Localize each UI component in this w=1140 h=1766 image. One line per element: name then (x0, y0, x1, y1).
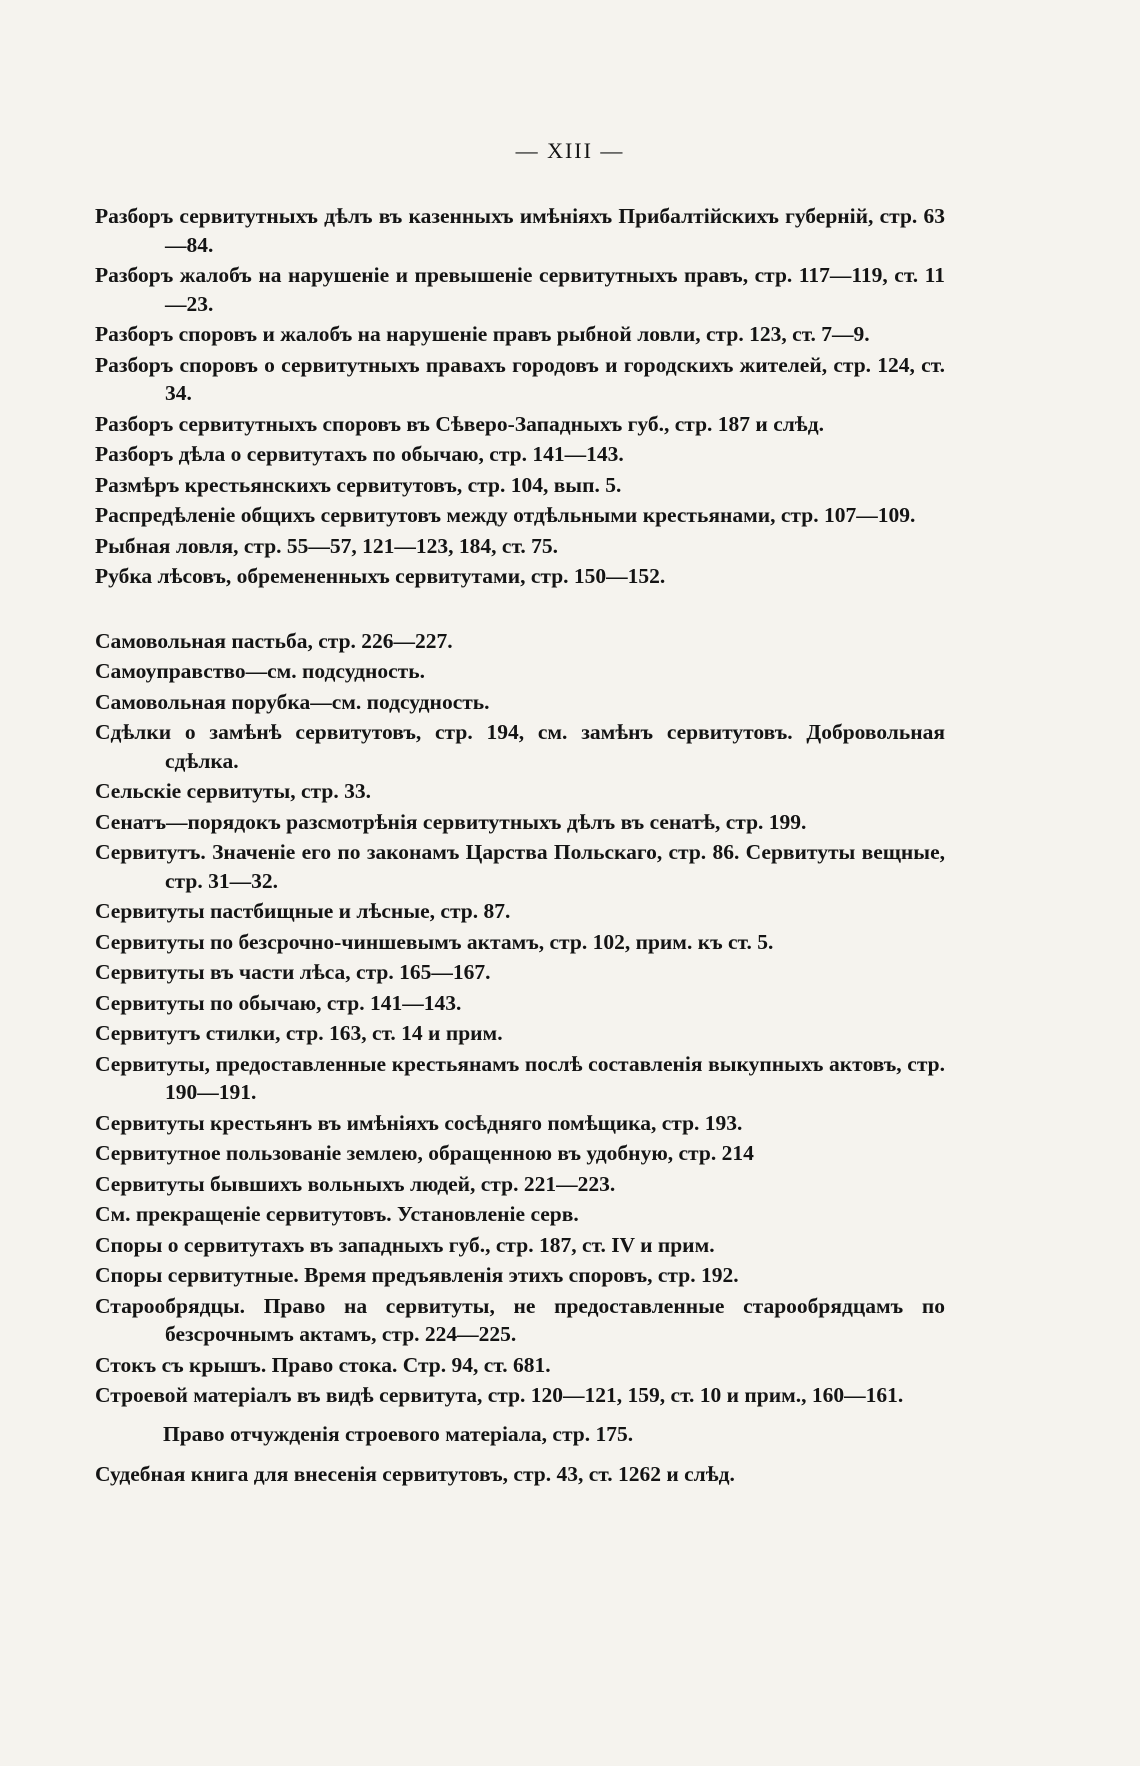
index-entry: Рубка лѣсовъ, обремененныхъ сервитутами, стр. 150—152. (95, 564, 666, 588)
index-entry: Разборъ дѣла о сервитутахъ по обычаю, стр. 141—143. (95, 442, 624, 466)
index-entry: Распредѣленіе общихъ сервитутовъ между отдѣльными крестьянами, стр. 107—109. (95, 503, 916, 527)
index-entry: Сервитуты крестьянъ въ имѣніяхъ сосѣдняго помѣщика, стр. 193. (95, 1110, 743, 1135)
index-entry: Разборъ споровъ о сервитутныхъ правахъ городовъ и городскихъ жителей, стр. 124, ст. 34. (95, 352, 945, 405)
index-entry: Разборъ жалобъ на нарушеніе и превышеніе сервитутныхъ правъ, стр. 117—119, ст. 11—23. (95, 263, 945, 316)
index-entry: Сервитуты бывшихъ вольныхъ людей, стр. 221—223. (95, 1171, 616, 1196)
index-entry: См. прекращеніе сервитутовъ. Установленіе серв. (95, 1202, 579, 1226)
index-entry: Строевой матеріалъ въ видѣ сервитута, стр. 120—121, 159, ст. 10 и прим., 160—161. (95, 1383, 904, 1407)
index-entry: Разборъ споровъ и жалобъ на нарушеніе правъ рыбной ловли, стр. 123, ст. 7—9. (95, 322, 870, 346)
index-entry: Сервитуты пастбищные и лѣсные, стр. 87. (95, 899, 511, 923)
index-entry: Самовольная порубка—см. подсудность. (95, 689, 490, 714)
index-entry: Сервитуты по обычаю, стр. 141—143. (95, 990, 462, 1015)
index-entry: Сервитутъ. Значеніе его по законамъ Царства Польскаго, стр. 86. Сервитуты вещные, стр. 31—32. (95, 840, 945, 893)
index-entry: Разборъ сервитутныхъ дѣлъ въ казенныхъ имѣніяхъ Прибалтійскихъ губерній, стр. 63—84. (95, 204, 945, 257)
section-gap (95, 593, 945, 627)
index-entry: Сервитуты въ части лѣса, стр. 165—167. (95, 960, 491, 984)
index-list (95, 202, 945, 1491)
index-entry: Сельскіе сервитуты, стр. 33. (95, 779, 371, 803)
index-entry: Разборъ сервитутныхъ споровъ въ Сѣверо-Западныхъ губ., стр. 187 и слѣд. (95, 411, 824, 436)
index-entry: Самовольная пастьба, стр. 226—227. (95, 628, 453, 653)
index-entry: Споры о сервитутахъ въ западныхъ губ., стр. 187, ст. IV и прим. (95, 1232, 715, 1257)
index-entry: Размѣръ крестьянскихъ сервитутовъ, стр. 104, вып. 5. (95, 472, 622, 497)
index-entry: Стокъ съ крышъ. Право стока. Стр. 94, ст. 681. (95, 1352, 551, 1377)
index-entry: Сдѣлки о замѣнѣ сервитутовъ, стр. 194, см. замѣнъ сервитутовъ. Добровольная сдѣлка. (95, 720, 945, 773)
index-entry: Сенатъ—порядокъ разсмотрѣнія сервитутныхъ дѣлъ въ сенатѣ, стр. 199. (95, 809, 807, 834)
index-entry: Судебная книга для внесенія сервитутовъ, стр. 43, ст. 1262 и слѣд. (95, 1462, 735, 1486)
index-entry: Сервитуты, предоставленные крестьянамъ послѣ составленія выкупныхъ актовъ, стр. 190—191. (95, 1051, 945, 1104)
index-entry: Самоуправство—см. подсудность. (95, 659, 425, 683)
page-number: — XIII — (515, 138, 625, 163)
index-entry: Старообрядцы. Право на сервитуты, не предоставленные старообрядцамъ по безсрочнымъ актамъ, стр. 224—225. (95, 1293, 945, 1346)
index-entry: Споры сервитутные. Время предъявленія этихъ споровъ, стр. 192. (95, 1263, 739, 1287)
sub-paragraph: Право отчужденія строевого матеріала, стр. 175. (163, 1421, 634, 1446)
index-entry: Сервитуты по безсрочно-чиншевымъ актамъ, стр. 102, прим. къ ст. 5. (95, 929, 774, 954)
index-entry: Рыбная ловля, стр. 55—57, 121—123, 184, ст. 75. (95, 533, 559, 558)
index-entry: Сервитутное пользованіе землею, обращенною въ удобную, стр. 214 (95, 1141, 754, 1165)
index-entry: Сервитутъ стилки, стр. 163, ст. 14 и прим. (95, 1021, 503, 1045)
